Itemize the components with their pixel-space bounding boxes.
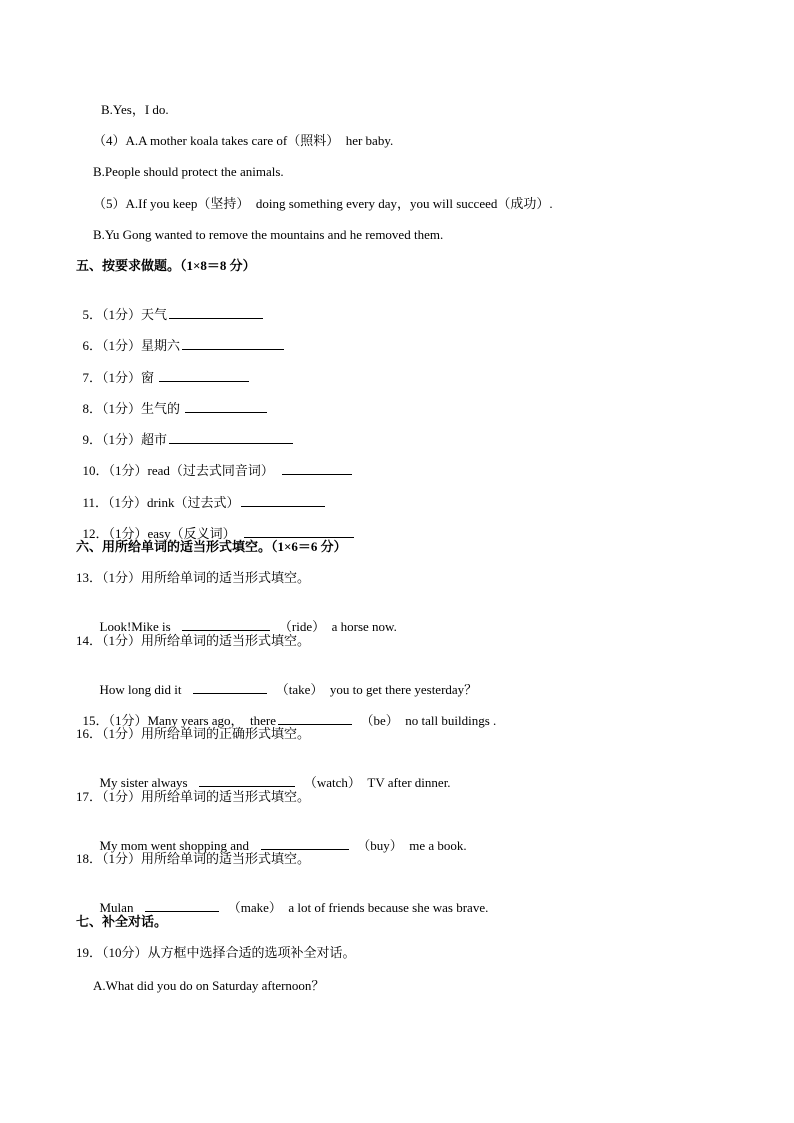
answer-blank[interactable] [241,493,325,507]
question-13-sentence [93,601,397,635]
question-14-label: 14．（1分）用所给单词的适当形式填空。 [76,633,311,648]
answer-blank[interactable] [244,524,354,538]
question-label: 8．（1分）生气的 [82,401,184,416]
answer-blank[interactable] [199,773,295,787]
answer-blank[interactable] [169,430,293,444]
sentence-start: Look!Mike is [99,619,181,634]
sentence-start: How long did it [99,682,192,697]
question-6 [76,320,286,354]
answer-blank[interactable] [169,305,263,319]
word-hint: （be） [354,713,406,728]
question-13-label: 13．（1分）用所给单词的适当形式填空。 [76,570,311,585]
answer-blank[interactable] [182,617,270,631]
word-hint: （take） [269,682,330,697]
q4-option-a: （4）A.A mother koala takes care of（照料） her baby. [93,133,394,148]
word-hint: （ride） [272,619,332,634]
answer-blank[interactable] [282,461,352,475]
q5-option-b: B.Yu Gong wanted to remove the mountains and he removed them. [93,227,444,242]
q4-option-b: B.People should protect the animals. [93,164,284,179]
question-15 [76,695,496,729]
question-7 [76,352,251,386]
question-label: 10．（1分）read（过去式同音词） [82,463,281,478]
question-label: 11．（1分）drink（过去式） [82,495,240,510]
word-hint: （watch） [297,775,368,790]
sentence-end: you to get there yesterday？ [329,682,478,697]
dialog-option-a: A.What did you do on Saturday afternoon？ [93,978,325,993]
answer-blank[interactable] [159,368,249,382]
section7-heading: 七、补全对话。 [76,914,168,929]
question-9 [76,414,295,448]
answer-blank[interactable] [193,680,267,694]
question-18-sentence [93,882,488,916]
section5-heading: 五、按要求做题。（1×8＝8 分） [76,258,256,273]
question-label: 5．（1分）天气 [82,307,168,322]
question-18-label: 18．（1分）用所给单词的适当形式填空。 [76,851,311,866]
sentence-end: no tall buildings . [405,713,497,728]
sentence-end: a horse now. [331,619,397,634]
sentence-end: TV after dinner. [367,775,451,790]
word-hint: （buy） [350,838,410,853]
question-8 [76,383,269,417]
q5-option-a: （5）A.If you keep（坚持） doing something every day，you will succeed（成功）. [93,196,553,211]
question-label: 7．（1分）窗 [82,370,158,385]
question-12 [76,508,356,542]
question-5 [76,289,265,323]
answer-blank[interactable] [185,399,267,413]
question-17-sentence [93,820,467,854]
sentence-start: 15．（1分）Many years ago， there [82,713,277,728]
question-10 [76,445,354,479]
option-b-line: B.Yes，I do. [101,102,169,117]
question-label: 12．（1分）easy（反义词） [82,526,243,541]
question-16-label: 16．（1分）用所给单词的正确形式填空。 [76,726,311,741]
question-11 [76,477,327,511]
question-14-sentence [93,664,477,698]
question-label: 6．（1分）星期六 [82,338,181,353]
answer-blank[interactable] [261,836,349,850]
sentence-end: a lot of friends because she was brave. [288,900,489,915]
question-label: 9．（1分）超市 [82,432,168,447]
word-hint: （make） [221,900,289,915]
sentence-start: My sister always [99,775,198,790]
section6-heading: 六、用所给单词的适当形式填空。（1×6＝6 分） [76,539,347,554]
sentence-start: Mulan [99,900,144,915]
sentence-end: me a book. [409,838,467,853]
question-17-label: 17．（1分）用所给单词的适当形式填空。 [76,789,311,804]
answer-blank[interactable] [145,898,219,912]
question-19-label: 19．（10分）从方框中选择合适的选项补全对话。 [76,945,356,960]
question-16-sentence [93,757,451,791]
answer-blank[interactable] [278,711,352,725]
sentence-start: My mom went shopping and [99,838,259,853]
answer-blank[interactable] [182,336,284,350]
